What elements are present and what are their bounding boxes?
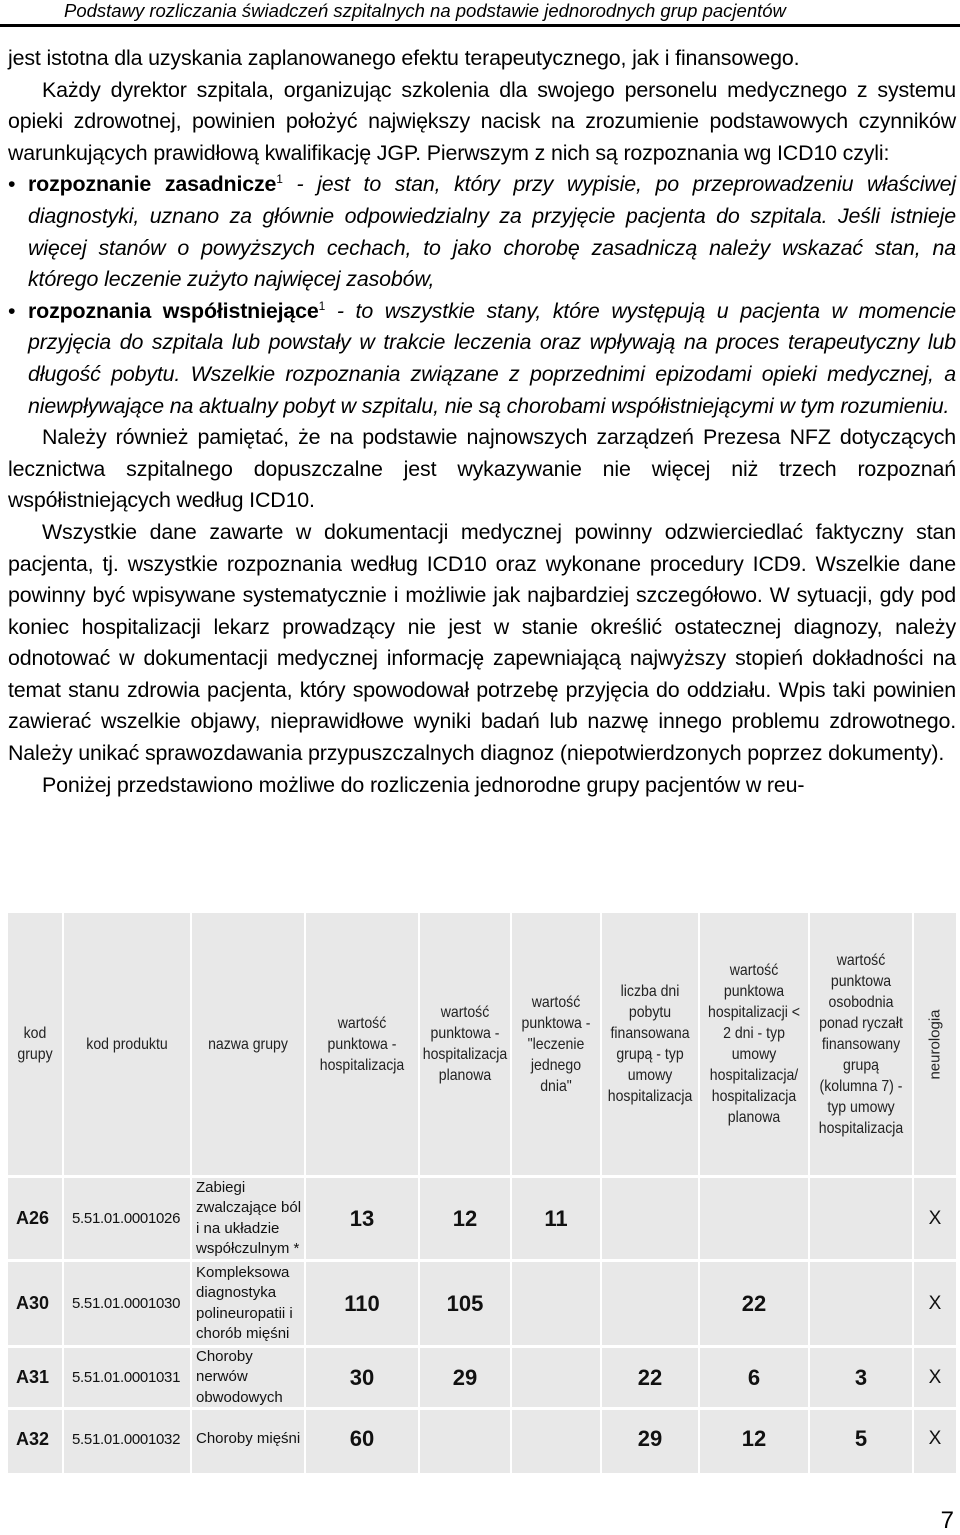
cell-d2: 6 <box>747 1364 761 1390</box>
cell-plan: 12 <box>452 1205 478 1231</box>
cell-plan <box>420 1410 510 1468</box>
cell-produkt: 5.51.01.0001030 <box>72 1295 181 1312</box>
table-row <box>8 1262 956 1345</box>
body-text <box>8 43 956 801</box>
paragraph-4: Wszystkie dane zawarte w dokumentacji medycznej powinny odzwierciedlać faktyczny stan pacjenta, tj. wszystkie rozpoznania według ICD10 oraz wykonane procedury ICD9. Wszelkie dane powinny być wpisywane systematycznie i możliwie jak najbardziej szczegółowo. W sytuacji, gdy pod koniec hospitalizacji lekarz prowadzący nie jest w stanie określić ostatecznej diagnozy, należy odnotować w dokumentacji medycznej informację zapewniającą najwyższy stopień dokładności na temat stanu zdrowia pacjenta, który spowodował potrzebę przyjęcia do oddziału. Wpis taki powinien zawierać wszelkie objawy, nieprawidłowe wyniki badań lub nazwę innego problemu zdrowotnego. Należy unikać sprawozdawania przypuszczalnych diagnoz (niepotwierdzonych poprzez dokumenty). <box>8 519 956 766</box>
cell-produkt: 5.51.01.0001032 <box>72 1430 181 1448</box>
cell-d2: 12 <box>741 1426 767 1451</box>
header-kod-produktu: kod produktu <box>86 1035 168 1053</box>
header-nazwa-grupy: nazwa grupy <box>208 1035 288 1053</box>
header-wartosc-2dni: wartość punktowa hospitalizacji < 2 dni - typ umowy hospitalizacja/ hospitalizacja planowa <box>708 962 800 1126</box>
header-wartosc-plan: wartość punktowa - hospitalizacja planowa <box>422 1004 508 1084</box>
cell-osob <box>810 1262 912 1345</box>
cell-jdn: 11 <box>544 1205 568 1231</box>
header-neurologia <box>914 913 956 1175</box>
bullet-item-1 <box>8 169 956 295</box>
cell-nazwa: Choroby mięśni <box>196 1429 301 1447</box>
cell-dni <box>602 1178 698 1259</box>
cell-dni <box>602 1262 698 1345</box>
cell-jdn <box>512 1348 600 1407</box>
bullet-icon: • <box>8 172 16 197</box>
cell-produkt: 5.51.01.0001031 <box>72 1369 181 1386</box>
cell-hosp: 60 <box>349 1426 375 1451</box>
cell-neuro: X <box>928 1207 942 1229</box>
cell-hosp: 30 <box>349 1364 375 1390</box>
cell-produkt: 5.51.01.0001026 <box>72 1210 181 1227</box>
header-neurologia-label: neurologia <box>926 1008 944 1080</box>
footnote-mark: 1 <box>276 172 283 187</box>
cell-kod: A32 <box>16 1428 50 1449</box>
cell-plan: 29 <box>452 1364 478 1390</box>
cell-kod: A26 <box>16 1208 50 1228</box>
paragraph-2: Każdy dyrektor szpitala, organizując szkolenia dla swojego personelu medycznego z systemu opieki zdrowotnej, powinien położyć największy nacisk na zrozumienie podstawowych czynników warunkujących prawidłową kwalifikację JGP. Pierwszym z nich są rozpoznania wg ICD10 czyli: <box>8 77 956 165</box>
cell-d2: 22 <box>741 1290 767 1316</box>
cell-osob <box>810 1178 912 1259</box>
cell-nazwa: Zabiegi zwalczające ból i na układzie współczulnym * <box>196 1178 302 1257</box>
header-kod-grupy: kod grupy <box>17 1025 53 1063</box>
header-wartosc-hosp: wartość punktowa - hospitalizacja <box>319 1014 405 1074</box>
bullet-term: rozpoznania współistniejące <box>28 298 319 323</box>
cell-kod: A30 <box>16 1293 50 1313</box>
cell-dni: 22 <box>637 1364 663 1390</box>
header-rule <box>0 24 960 27</box>
paragraph-1: jest istotna dla uzyskania zaplanowanego efektu terapeutycznego, jak i finansowego. <box>8 46 800 70</box>
cell-neuro: X <box>928 1292 942 1314</box>
cell-dni: 29 <box>637 1426 663 1451</box>
cell-kod: A31 <box>16 1367 50 1387</box>
bullet-icon: • <box>8 298 16 323</box>
jgp-table <box>8 913 956 1473</box>
bullet-definition: - to wszystkie stany, które występują u pacjenta w momencie przyjęcia do szpitala lub powstały w trakcie leczenia oraz wpływają na proces terapeutyczny lub długość pobytu. Wszelkie rozpoznania związane z poprzednimi epizodami opieki medycznej, a niewpływające na aktualny pobyt w szpitalu, nie są chorobami współistniejącymi w tym rozumieniu. <box>28 298 956 418</box>
header-liczba-dni: liczba dni pobytu finansowana grupą - typ umowy hospitalizacja <box>607 983 693 1105</box>
cell-nazwa: Kompleksowa diagnostyka polineuropatii i chorób mięśni <box>196 1263 293 1342</box>
paragraph-3: Należy również pamiętać, że na podstawie najnowszych zarządzeń Prezesa NFZ dotyczących lecznictwa szpitalnego dopuszczalne jest wykazywanie nie więcej niż trzech rozpoznań współistniejących według ICD10. <box>8 425 956 513</box>
header-title: Podstawy rozliczania świadczeń szpitalnych na podstawie jednorodnych grup pacjentów <box>64 0 786 21</box>
page-number: 7 <box>940 1507 954 1534</box>
bullet-definition: - jest to stan, który przy wypisie, po przeprowadzeniu właściwej diagnostyki, uznano za głównie odpowiedzialny za przyjęcie pacjenta do szpitala. Jeśli istnieje więcej stanów o powyższych cechach, to jako chorobę zasadniczą należy wskazać stan, na którego leczenie zużyto najwięcej zasobów, <box>28 172 956 292</box>
table-header-row <box>8 913 956 1175</box>
cell-plan: 105 <box>446 1290 484 1316</box>
header-wartosc-osobodnia: wartość punktowa osobodnia ponad ryczałt finansowany grupą (kolumna 7) - typ umowy hospitalizacja <box>818 951 904 1137</box>
cell-hosp: 110 <box>344 1290 380 1316</box>
table-row <box>8 1348 956 1407</box>
table-row <box>8 1410 956 1468</box>
paragraph-5: Poniżej przedstawiono możliwe do rozliczenia jednorodne grupy pacjentów w reu- <box>42 772 805 797</box>
cell-d2 <box>700 1178 808 1259</box>
footnote-mark: 1 <box>318 298 326 313</box>
running-header <box>0 0 960 28</box>
table-row <box>8 1178 956 1259</box>
cell-neuro: X <box>928 1366 942 1388</box>
cell-hosp: 13 <box>349 1205 375 1231</box>
cell-osob: 5 <box>854 1426 868 1451</box>
bullet-item-2 <box>8 296 956 422</box>
bullet-term: rozpoznanie zasadnicze <box>28 172 277 197</box>
cell-osob: 3 <box>854 1364 868 1390</box>
header-wartosc-jdn: wartość punktowa - "leczenie jednego dnia" <box>521 993 591 1095</box>
cell-nazwa: Choroby nerwów obwodowych <box>196 1347 283 1406</box>
cell-neuro: X <box>928 1428 942 1449</box>
cell-jdn <box>512 1410 600 1468</box>
cell-jdn <box>512 1262 600 1345</box>
